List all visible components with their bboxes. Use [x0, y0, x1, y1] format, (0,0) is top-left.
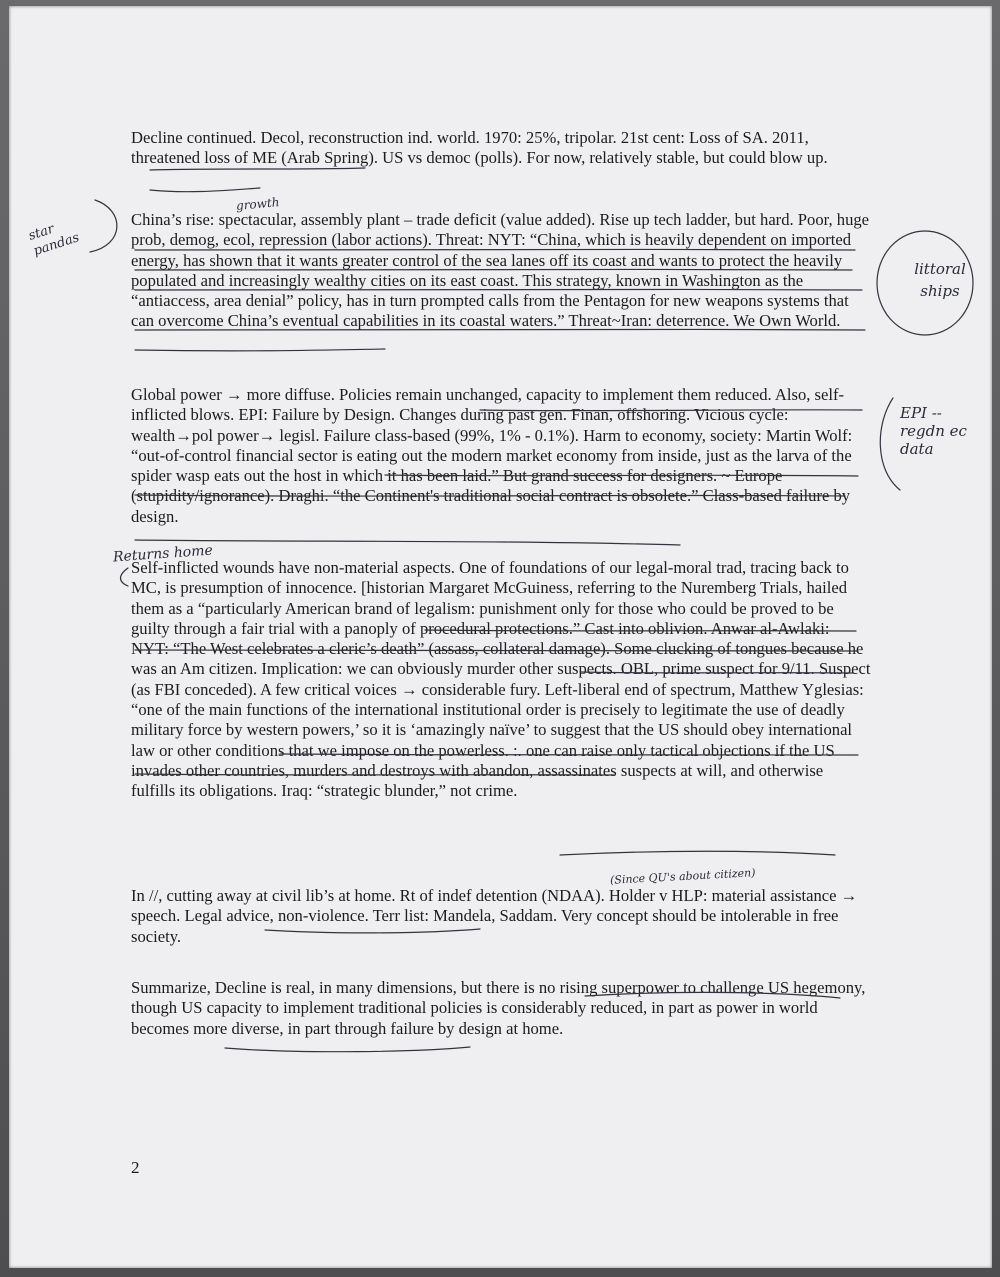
handwritten-note-growth: growth: [235, 195, 280, 213]
paragraph-summary: Summarize, Decline is real, in many dimensions, but there is no rising superpower to challenge US hegemony, though US capacity to implement traditional policies is considerably reduced, in part as power in world becomes more diverse, in part through failure by design at home.: [131, 978, 866, 1038]
paragraph-self-inflicted-wounds: Self-inflicted wounds have non-material aspects. One of foundations of our legal-moral trad, tracing back to MC, is presumption of innocence. [historian Margaret McGuiness, referring to the Nuremberg Trials, hailed them as a “particularly American brand of legalism: punishment only for those who could be proved to be guilty through a fair trial with a panoply of procedural protections.” Cast into oblivion. Anwar al-Awlaki: NYT: “The West celebrates a cleric’s death” (assass, collateral damage). Some clucking of tongues because he was an Am citizen. Implication: we can obviously murder other suspects. OBL, prime suspect for 9/11. Suspect (as FBI conceded). A few critical voices → considerable fury. Left-liberal end of spectrum, Matthew Yglesias: “one of the main functions of the international institutional order is precisely to legitimate the use of deadly military force by western powers,’ so it is ‘amazingly naïve’ to suggest that the US should obey international law or other conditions that we impose on the powerless. :. one can raise only tactical objections if the US invades other countries, murders and destroys with abandon, assassinates suspects at will, and otherwise fulfills its obligations. Iraq: “strategic blunder,” not crime.: [131, 558, 871, 801]
paragraph-china-rise: China’s rise: spectacular, assembly plant – trade deficit (value added). Rise up tech ladder, but hard. Poor, huge prob, demog, ecol, repression (labor actions). Threat: NYT: “China, which is heavily dependent on imported energy, has shown that it wants greater control of the sea lanes off its coast and wants to protect the heavily populated and increasingly wealthy cities on its east coast. This strategy, known in Washington as the “antiaccess, area denial” policy, has in turn prompted calls from the Pentagon for new weapons systems that can overcome China’s eventual capabilities in its coastal waters.” Threat~Iran: deterrence. We Own World.: [131, 210, 870, 331]
handwritten-note-since: (Since QU's about citizen): [609, 866, 756, 887]
paragraph-global-power: Global power → more diffuse. Policies remain unchanged, capacity to implement them reduced. Also, self-inflicted blows. EPI: Failure by Design. Changes during past gen. Finan, offshoring. Vicious cycle: wealth→pol power→ legisl. Failure class-based (99%, 1% - 0.1%). Harm to economy, society: Martin Wolf: “out-of-control financial sector is eating out the modern market economy from inside, just as the larva of the spider wasp eats out the host in which it has been laid.” But grand success for designers. ~ Europe (stupidity/ignorance). Draghi. “the Continent's traditional social contract is obsolete.” Class-based failure by design.: [131, 385, 853, 526]
handwritten-note-epi: EPI -- regdn ec data: [900, 404, 967, 458]
page-number: 2: [131, 1158, 140, 1177]
handwritten-note-returns-home: Returns home: [112, 542, 214, 566]
handwritten-note-star-pandas: star pandas: [26, 221, 82, 260]
paragraph-decline: Decline continued. Decol, reconstruction ind. world. 1970: 25%, tripolar. 21st cent: Loss of SA. 2011, threatened loss of ME (Arab Spring). US vs democ (polls). For now, relatively stable, but could blow up.: [131, 128, 828, 168]
paragraph-civil-liberties: In //, cutting away at civil lib’s at home. Rt of indef detention (NDAA). Holder v HLP: material assistance → speech. Legal advice, non-violence. Terr list: Mandela, Saddam. Very concept should be intolerable in free society.: [131, 886, 858, 946]
handwritten-note-littoral-ships: littoral ships: [914, 260, 966, 300]
